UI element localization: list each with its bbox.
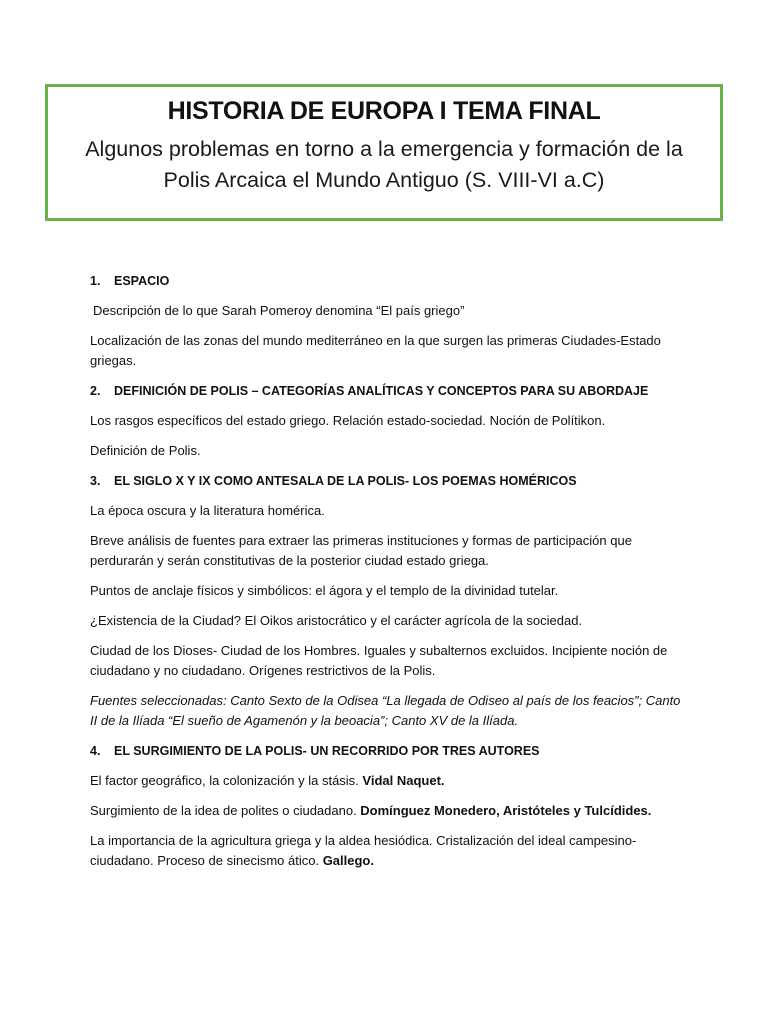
section-title: DEFINICIÓN DE POLIS – CATEGORÍAS ANALÍTICAS Y CONCEPTOS PARA SU ABORDAJE [114, 384, 649, 398]
author-name: Domínguez Monedero, Aristóteles y Tulcídides. [360, 803, 652, 818]
paragraph: Definición de Polis. [90, 443, 201, 458]
paragraph-text: Surgimiento de la idea de polites o ciudadano. [90, 803, 361, 818]
paragraph: Breve análisis de fuentes para extraer las primeras instituciones y formas de participación que perdurarán y serán constitutivas de la posterior ciudad estado griega. [90, 533, 632, 568]
section-heading-2 [90, 381, 690, 401]
section-number: 1. [90, 274, 101, 288]
paragraph-with-author [90, 771, 690, 791]
paragraph: ¿Existencia de la Ciudad? El Oikos aristocrático y el carácter agrícola de la sociedad. [90, 613, 583, 628]
subtitle-line-1: Algunos problemas en torno a la emergencia y formación de la [85, 137, 683, 161]
paragraph-with-author [90, 831, 690, 871]
paragraph: Los rasgos específicos del estado griego. Relación estado-sociedad. Noción de Polítikon. [90, 413, 606, 428]
paragraph: Descripción de lo que Sarah Pomeroy denomina “El país griego” [93, 303, 465, 318]
paragraph-text: La importancia de la agricultura griega y la aldea hesiódica. Cristalización del ideal campesino-ciudadano. Proceso de sinecismo ático. [90, 833, 637, 868]
author-name: Vidal Naquet. [362, 773, 445, 788]
section-title: EL SIGLO X Y IX COMO ANTESALA DE LA POLIS- LOS POEMAS HOMÉRICOS [114, 474, 577, 488]
paragraph: La época oscura y la literatura homérica. [90, 503, 325, 518]
subtitle-line-2: Polis Arcaica el Mundo Antiguo (S. VIII-VI a.C) [163, 168, 605, 192]
paragraph-with-author [90, 801, 690, 821]
section-heading-3 [90, 471, 690, 491]
document-body [90, 271, 690, 881]
author-name: Gallego. [322, 853, 374, 868]
paragraph: Localización de las zonas del mundo mediterráneo en la que surgen las primeras Ciudades-Estado griegas. [90, 333, 661, 368]
section-title: EL SURGIMIENTO DE LA POLIS- UN RECORRIDO POR TRES AUTORES [114, 744, 540, 758]
paragraph: Puntos de anclaje físicos y simbólicos: el ágora y el templo de la divinidad tutelar. [90, 583, 559, 598]
selected-sources-paragraph: Fuentes seleccionadas: Canto Sexto de la Odisea “La llegada de Odiseo al país de los feacios”; Canto II de la Ilíada “El sueño de Agamenón y la beoacia”; Canto XV de la Ilíada. [90, 693, 681, 728]
section-heading-4 [90, 741, 690, 761]
paragraph-text: El factor geográfico, la colonización y la stásis. [90, 773, 363, 788]
section-number: 2. [90, 384, 101, 398]
title-box [45, 84, 723, 221]
section-number: 3. [90, 474, 101, 488]
document-title: HISTORIA DE EUROPA I TEMA FINAL [167, 97, 601, 125]
document-subtitle [48, 134, 720, 196]
paragraph: Ciudad de los Dioses- Ciudad de los Hombres. Iguales y subalternos excluidos. Incipiente noción de ciudadano y no ciudadano. Orígenes restrictivos de la Polis. [90, 643, 668, 678]
section-number: 4. [90, 744, 101, 758]
section-heading-1 [90, 271, 690, 291]
section-title: ESPACIO [114, 274, 170, 288]
